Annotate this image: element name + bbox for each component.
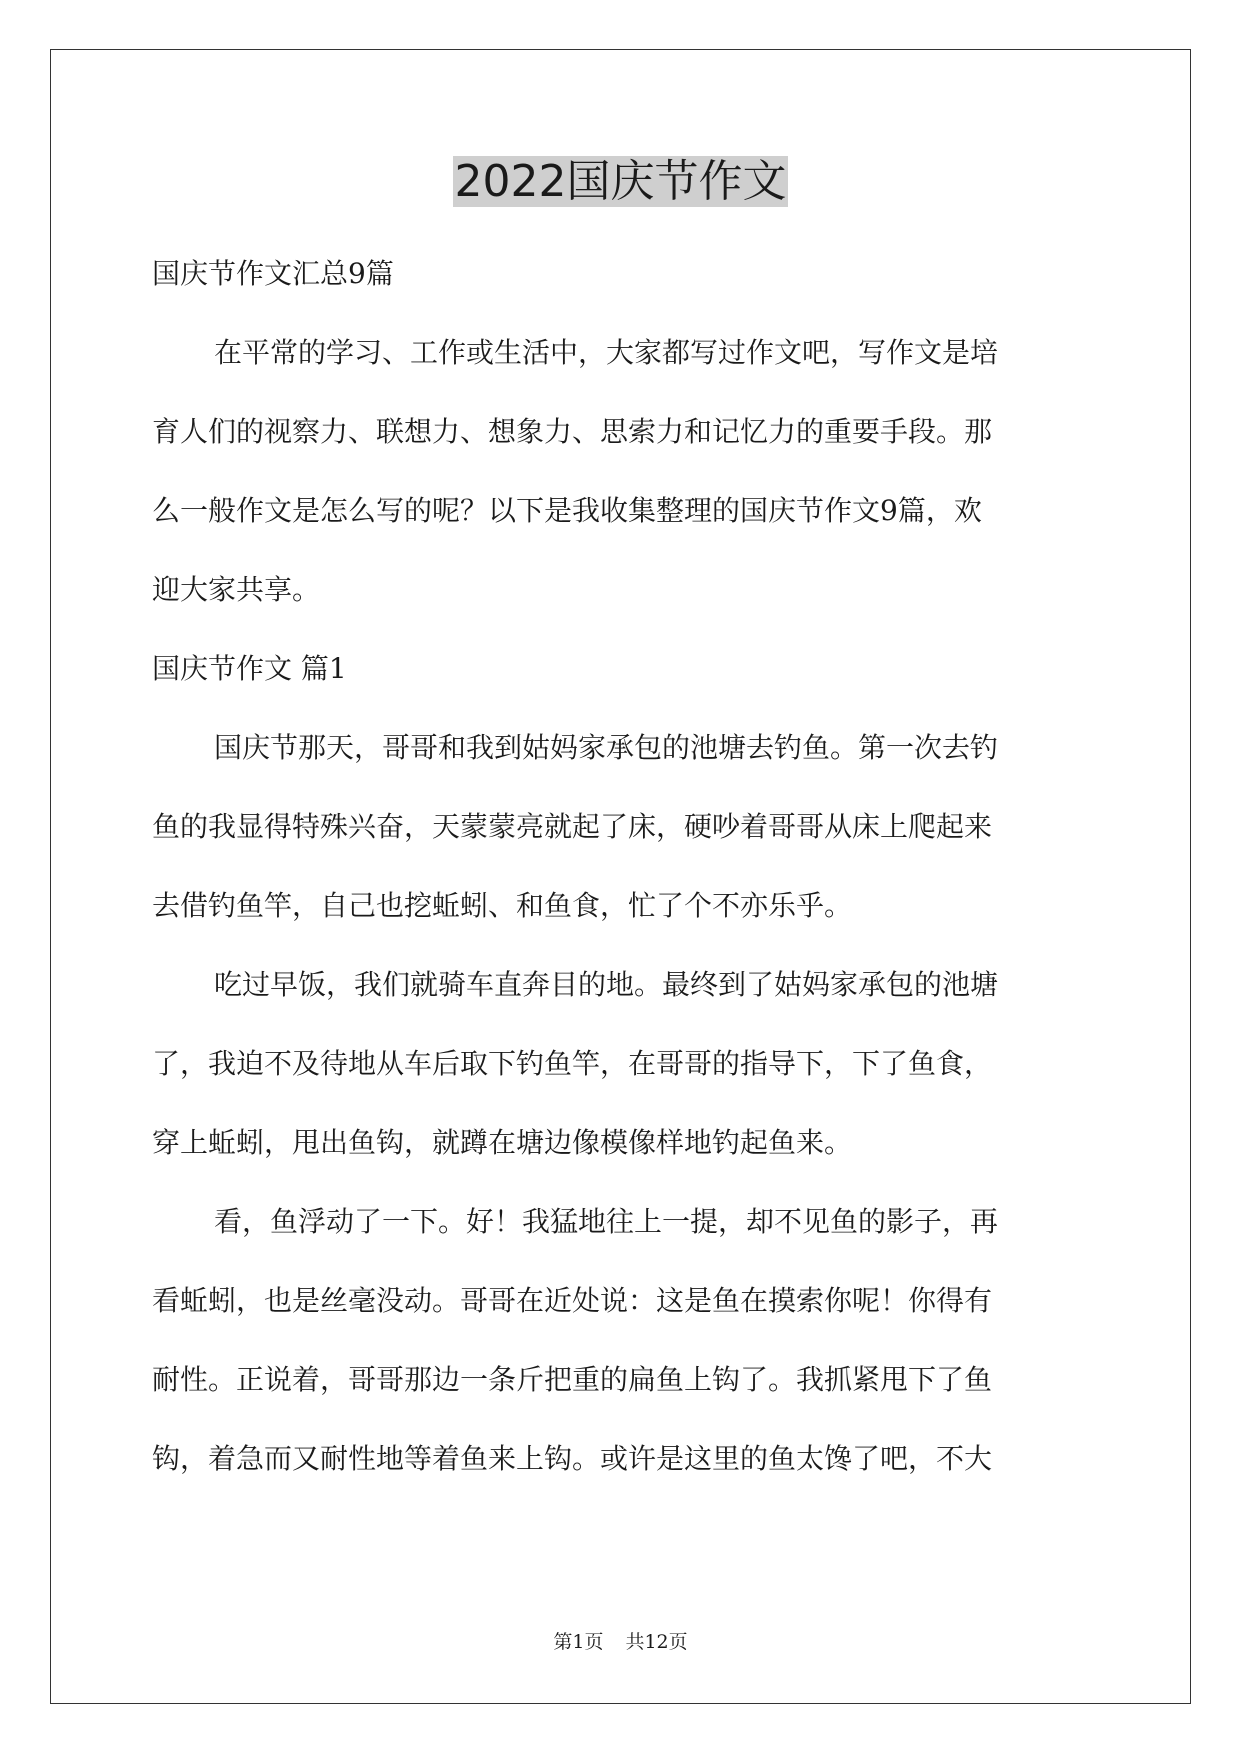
page-total: 共12页 <box>625 1631 688 1653</box>
page-footer <box>0 1629 1241 1655</box>
page-number: 第1页 <box>553 1631 604 1653</box>
body-line: 穿上蚯蚓，甩出鱼钩，就蹲在塘边像模像样地钓起鱼来。 <box>152 1126 853 1159</box>
body-line: 鱼的我显得特殊兴奋，天蒙蒙亮就起了床，硬吵着哥哥从床上爬起来 <box>152 810 993 843</box>
body-line: 了，我迫不及待地从车后取下钓鱼竿，在哥哥的指导下，下了鱼食， <box>152 1047 993 1080</box>
body-line: 吃过早饭，我们就骑车直奔目的地。最终到了姑妈家承包的池塘 <box>214 968 999 1001</box>
body-line: 看蚯蚓，也是丝毫没动。哥哥在近处说：这是鱼在摸索你呢！你得有 <box>152 1284 993 1317</box>
body-line: 去借钓鱼竿，自己也挖蚯蚓、和鱼食，忙了个不亦乐乎。 <box>152 889 853 922</box>
body-line: 育人们的视察力、联想力、想象力、思索力和记忆力的重要手段。那 <box>152 415 993 448</box>
body-line: 在平常的学习、工作或生活中，大家都写过作文吧，写作文是培 <box>214 336 999 369</box>
body-line: 么一般作文是怎么写的呢？以下是我收集整理的国庆节作文9篇，欢 <box>152 494 982 527</box>
body-line: 看，鱼浮动了一下。好！我猛地往上一提，却不见鱼的影子，再 <box>214 1205 999 1238</box>
subtitle-line: 国庆节作文汇总9篇 <box>152 257 394 290</box>
document-body <box>152 234 1096 1498</box>
section-heading: 国庆节作文 篇1 <box>152 652 347 685</box>
body-line: 国庆节那天，哥哥和我到姑妈家承包的池塘去钓鱼。第一次去钓 <box>214 731 999 764</box>
body-line: 迎大家共享。 <box>152 573 321 606</box>
document-title-text: 2022国庆节作文 <box>454 156 787 207</box>
body-line: 钩，着急而又耐性地等着鱼来上钩。或许是这里的鱼太馋了吧，不大 <box>152 1442 993 1475</box>
document-title <box>0 150 1241 214</box>
body-line: 耐性。正说着，哥哥那边一条斤把重的扁鱼上钩了。我抓紧甩下了鱼 <box>152 1363 993 1396</box>
